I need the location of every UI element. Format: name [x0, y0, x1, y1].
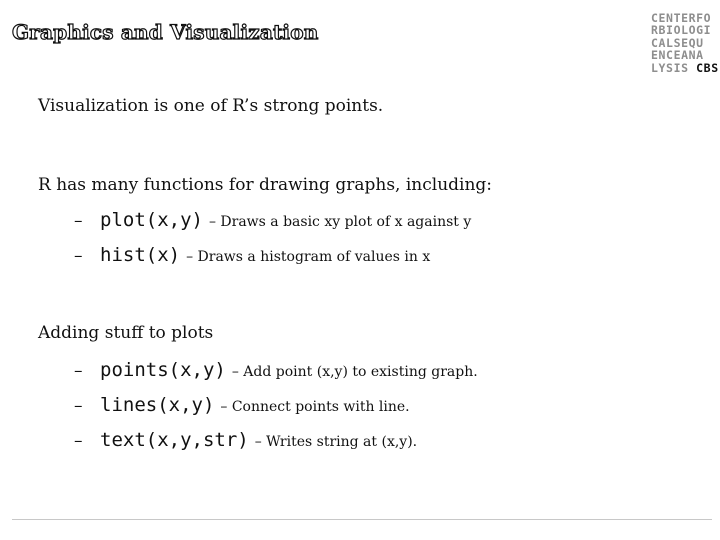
functions-heading: R has many functions for drawing graphs, including:	[38, 175, 493, 195]
logo-line: CENTERFO	[651, 11, 712, 25]
bullet-dash: –	[74, 211, 83, 231]
function-desc: – Draws a basic xy plot of x against y	[208, 214, 472, 230]
function-item	[74, 359, 478, 381]
logo-line: RBIOLOGI	[651, 23, 712, 38]
bullet-dash: –	[74, 396, 83, 416]
function-item	[74, 394, 410, 416]
logo-line: CALSEQU	[651, 35, 704, 50]
logo-line: ENCEANA	[651, 48, 704, 63]
slide-title: Graphics and Visualization	[12, 20, 319, 44]
bullet-dash: –	[74, 431, 83, 451]
function-code: plot(x,y)	[100, 209, 203, 231]
function-desc: – Connect points with line.	[220, 399, 410, 415]
function-item	[74, 209, 471, 231]
function-item	[74, 244, 430, 266]
function-code: text(x,y,str)	[100, 429, 249, 451]
function-code: lines(x,y)	[100, 394, 215, 416]
footer-divider	[12, 519, 712, 520]
intro-text: Visualization is one of R’s strong points.	[38, 96, 384, 116]
bullet-dash: –	[74, 246, 83, 266]
function-code: hist(x)	[100, 244, 181, 266]
function-desc: – Writes string at (x,y).	[254, 434, 418, 450]
cbs-logo	[651, 12, 719, 74]
function-item	[74, 429, 417, 451]
logo-cbs: CBS	[696, 60, 719, 75]
bullet-dash: –	[74, 361, 83, 381]
function-code: points(x,y)	[100, 359, 226, 381]
logo-line-last	[651, 62, 719, 74]
logo-line: LYSIS	[651, 60, 689, 75]
function-desc: – Add point (x,y) to existing graph.	[231, 364, 478, 380]
function-desc: – Draws a histogram of values in x	[186, 249, 431, 265]
adding-heading: Adding stuff to plots	[38, 323, 214, 343]
